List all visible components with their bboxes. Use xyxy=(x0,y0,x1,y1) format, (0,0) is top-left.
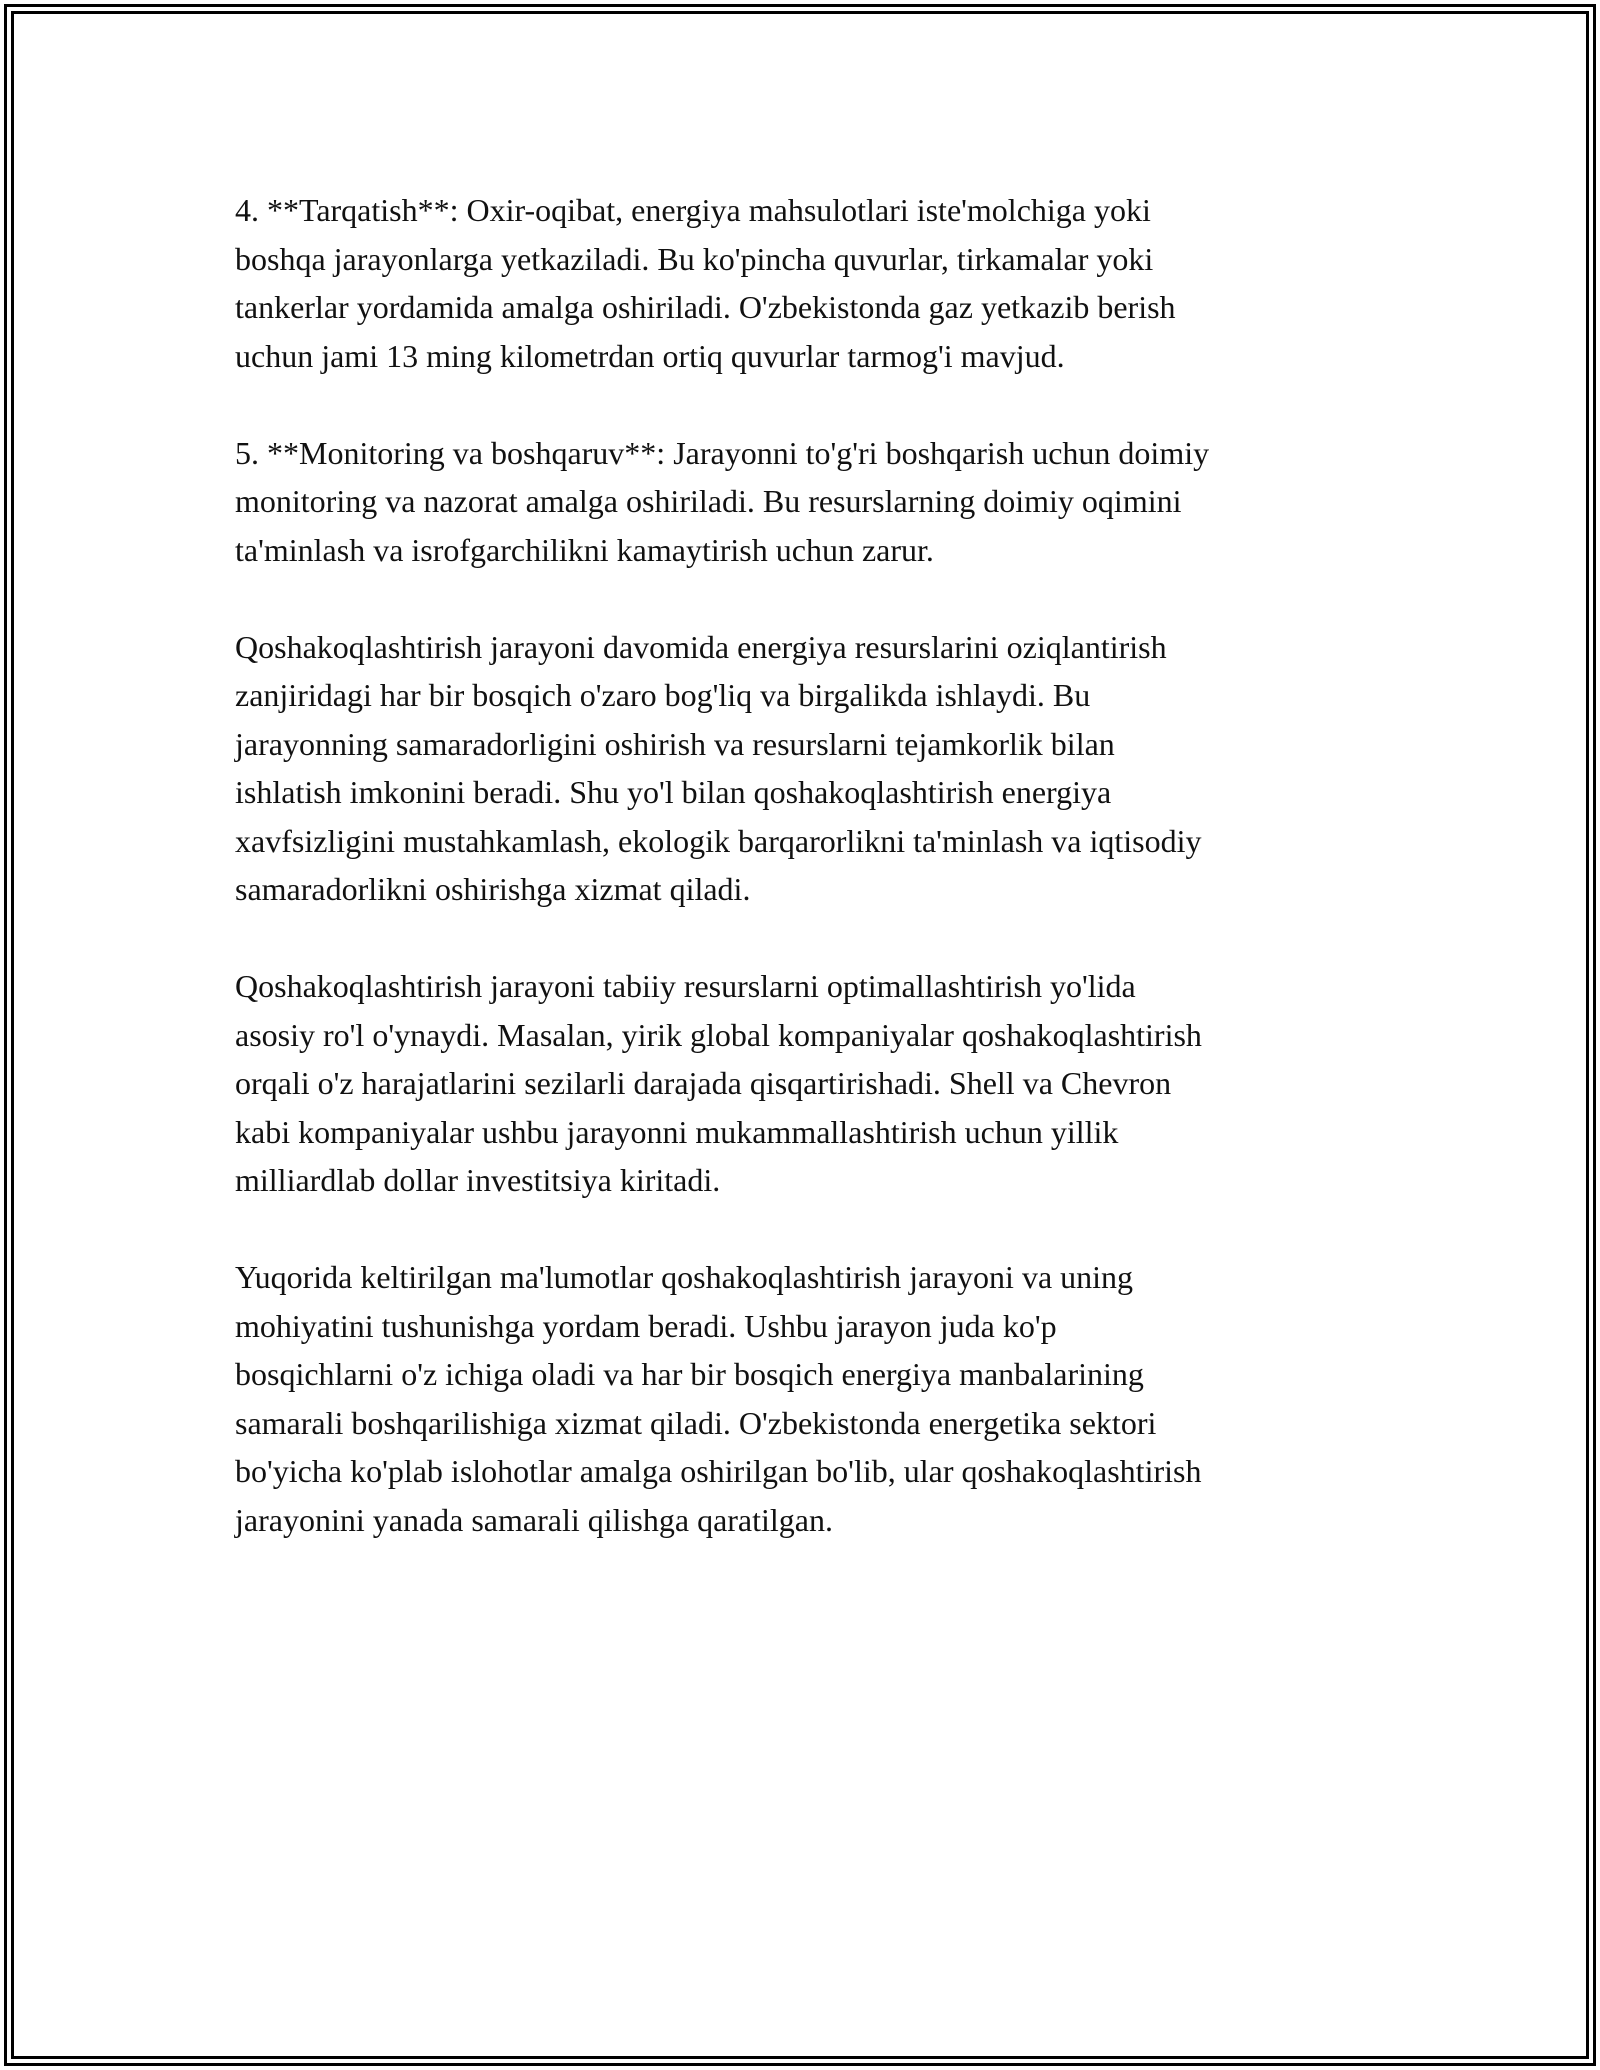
paragraph-conclusion: Yuqorida keltirilgan ma'lumotlar qoshakoqlashtirish jarayoni va uning mohiyatini tushunishga yordam beradi. Ushbu jarayon juda ko'p bosqichlarni o'z ichiga oladi va har bir bosqich energiya manbalarining samarali boshqarilishiga xizmat qiladi. O'zbekistonda energetika sektori bo'yicha ko'plab islohotlar amalga oshirilgan bo'lib, ular qoshakoqlashtirish jarayonini yanada samarali qilishga qaratilgan. xyxy=(235,1259,1202,1538)
paragraph-optimization: Qoshakoqlashtirish jarayoni tabiiy resurslarni optimallashtirish yo'lida asosiy ro'l o'ynaydi. Masalan, yirik global kompaniyalar qoshakoqlashtirish orqali o'z harajatlarini sezilarli darajada qisqartirishadi. Shell va Chevron kabi kompaniyalar ushbu jarayonni mukammallashtirish uchun yillik milliardlab dollar investitsiya kiritadi. xyxy=(235,968,1202,1198)
paragraph-distribution: 4. **Tarqatish**: Oxir-oqibat, energiya mahsulotlari iste'molchiga yoki boshqa jarayonlarga yetkaziladi. Bu ko'pincha quvurlar, tirkamalar yoki tankerlar yordamida amalga oshiriladi. O'zbekistonda gaz yetkazib berish uchun jami 13 ming kilometrdan ortiq quvurlar tarmog'i mavjud. xyxy=(235,192,1176,374)
paragraph-monitoring: 5. **Monitoring va boshqaruv**: Jarayonni to'g'ri boshqarish uchun doimiy monitoring va nazorat amalga oshiriladi. Bu resurslarning doimiy oqimini ta'minlash va isrofgarchilikni kamaytirish uchun zarur. xyxy=(235,434,1210,568)
paragraph-chain-stages: Qoshakoqlashtirish jarayoni davomida energiya resurslarini oziqlantirish zanjiridagi har bir bosqich o'zaro bog'liq va birgalikda ishlaydi. Bu jarayonning samaradorligini oshirish va resurslarni tejamkorlik bilan ishlatish imkonini beradi. Shu yo'l bilan qoshakoqlashtirish energiya xavfsizligini mustahkamlash, ekologik barqarorlikni ta'minlash va iqtisodiy samaradorlikni oshirishga xizmat qiladi. xyxy=(235,628,1202,907)
document-body xyxy=(235,186,1375,1593)
